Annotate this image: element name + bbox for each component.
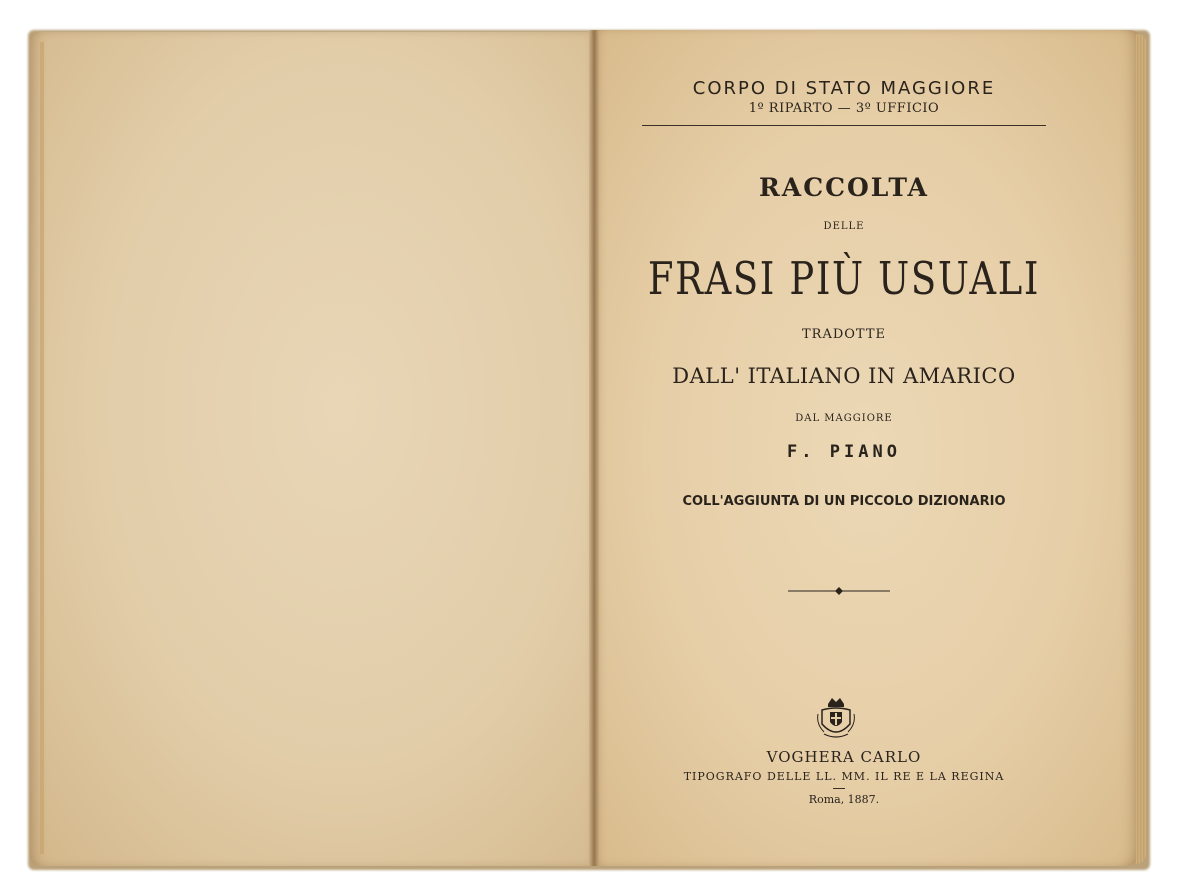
title-tradotte: TRADOTTE xyxy=(801,327,886,342)
department-subheading: 1º RIPARTO — 3º UFFICIO xyxy=(748,101,940,116)
author-name: F. PIANO xyxy=(787,442,901,462)
title-delle: DELLE xyxy=(823,221,865,232)
title-page-content xyxy=(594,30,1094,866)
diamond-rule-ornament-icon xyxy=(788,586,890,596)
publisher-title: TIPOGRAFO DELLE LL. MM. IL RE E LA REGINA xyxy=(683,770,1005,783)
left-page-blank xyxy=(30,32,596,866)
author-rank: DAL MAGGIORE xyxy=(795,413,893,424)
imprint-rule xyxy=(833,788,845,789)
royal-crest-icon xyxy=(816,694,856,742)
institution-heading: CORPO DI STATO MAGGIORE xyxy=(692,78,996,99)
title-raccolta: RACCOLTA xyxy=(759,173,929,202)
title-language: DALL' ITALIANO IN AMARICO xyxy=(672,364,1016,388)
publisher-name: VOGHERA CARLO xyxy=(766,748,922,766)
left-page-binding-edge xyxy=(40,42,44,854)
main-title: FRASI PIÙ USUALI xyxy=(647,252,1041,305)
subtitle-dictionary: COLL'AGGIUNTA DI UN PICCOLO DIZIONARIO xyxy=(682,494,1006,509)
page-fore-edge xyxy=(1136,34,1146,864)
heading-rule xyxy=(642,125,1046,126)
place-date: Roma, 1887. xyxy=(808,793,880,806)
